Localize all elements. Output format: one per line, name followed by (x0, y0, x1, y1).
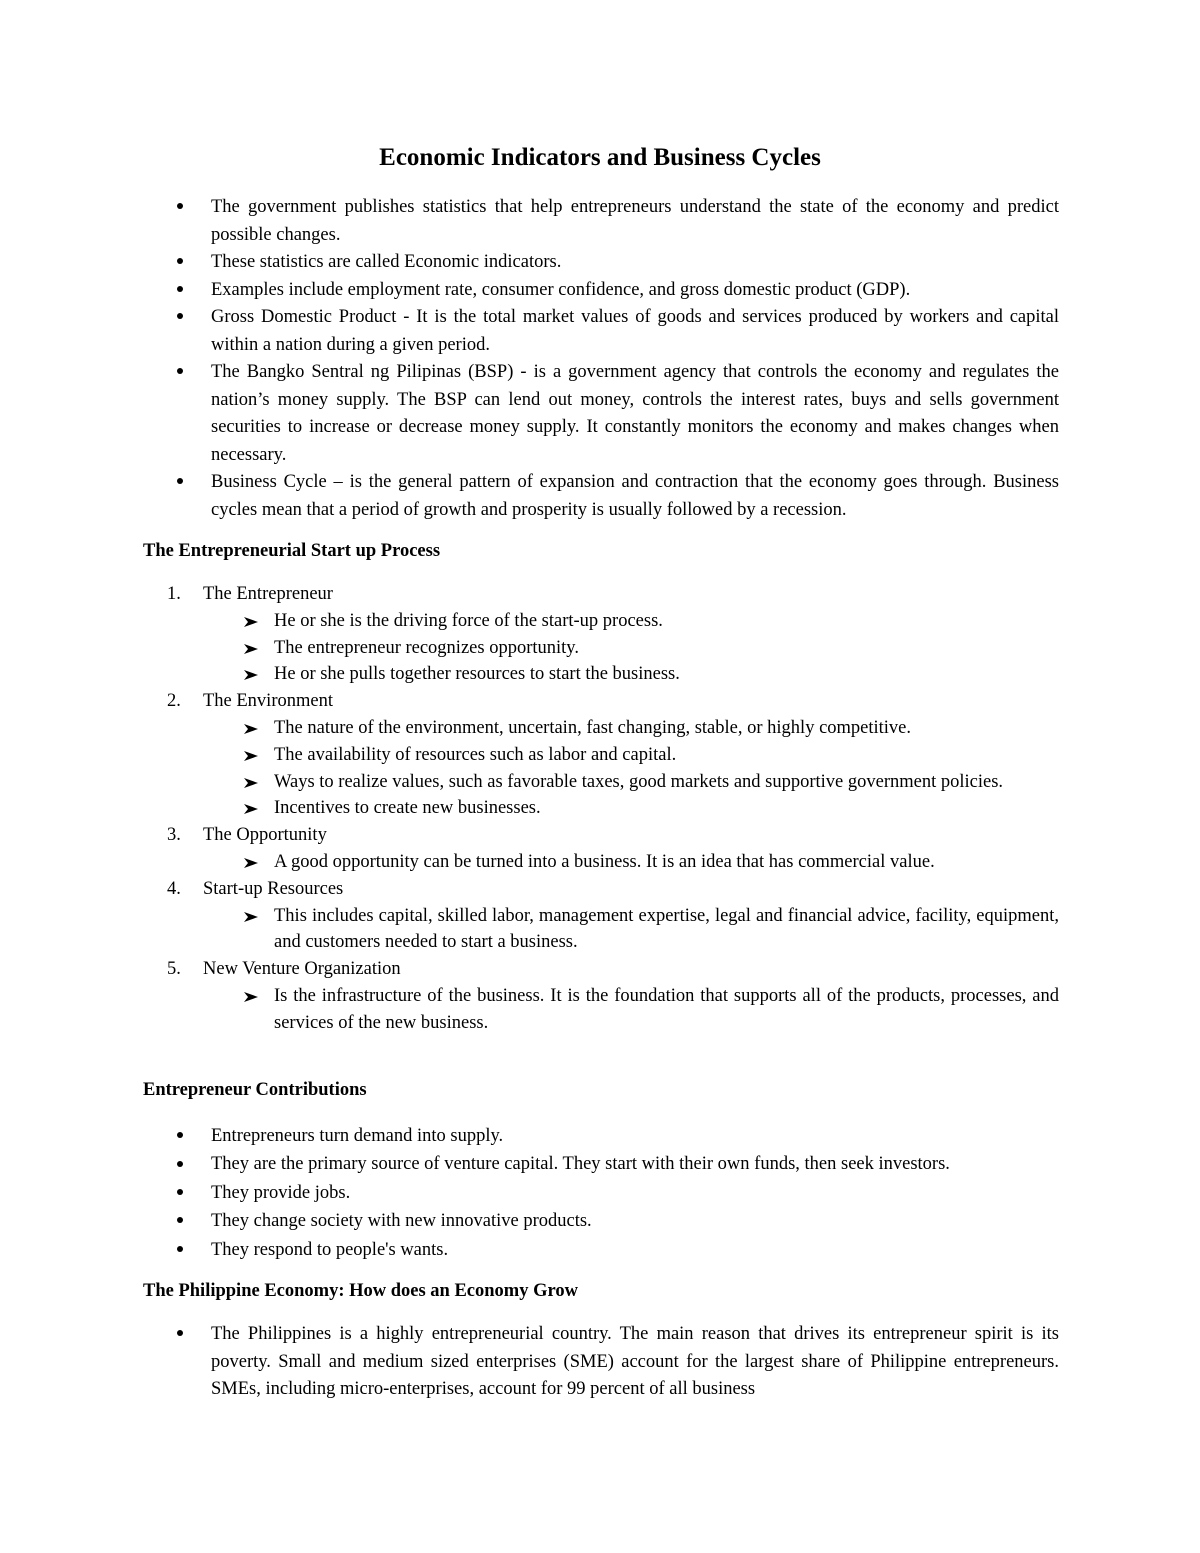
bullet-icon (174, 249, 186, 277)
sub-item-text: Is the infrastructure of the business. It is the foundation that supports all of the products, processes, and services of the new business. (274, 985, 1059, 1033)
sub-list (0, 849, 1200, 876)
bullet-icon (174, 1207, 186, 1235)
list-item-text: Examples include employment rate, consumer confidence, and gross domestic product (GDP). (211, 279, 911, 300)
section-heading-philippine-economy: The Philippine Economy: How does an Economy Grow (143, 1281, 578, 1301)
sub-list (0, 903, 1200, 957)
indicators-bullet-list (0, 194, 1200, 524)
list-item-text: They are the primary source of venture capital. They start with their own funds, then seek investors. (211, 1154, 950, 1175)
arrow-bullet-icon (243, 991, 259, 1003)
numbered-item (0, 822, 1200, 876)
page-title: Economic Indicators and Business Cycles (379, 144, 821, 171)
sub-item (0, 795, 1059, 822)
bullet-icon (174, 304, 186, 332)
item-label: New Venture Organization (203, 959, 401, 980)
item-label: The Environment (203, 691, 333, 712)
arrow-bullet-icon (243, 669, 259, 681)
bullet-icon (174, 469, 186, 497)
list-item-text: They provide jobs. (211, 1182, 351, 1203)
bullet-icon (174, 194, 186, 222)
list-item-text: They change society with new innovative products. (211, 1211, 592, 1232)
list-item (0, 1321, 1059, 1404)
list-item-text: The Philippines is a highly entrepreneurial country. The main reason that drives its entrepreneur spirit is its poverty. Small and medium sized enterprises (SME) account for the largest share of Philippine entrepreneurs. SMEs, including micro-enterprises, account for 99 percent of all business (211, 1324, 1059, 1399)
list-item (0, 194, 1059, 249)
item-number: 4. (167, 878, 181, 899)
arrow-bullet-icon (243, 643, 259, 655)
arrow-bullet-icon (243, 911, 259, 923)
list-item-text: Gross Domestic Product - It is the total market values of goods and services produced by workers and capital within a nation during a given period. (211, 307, 1059, 355)
bullet-icon (174, 1122, 186, 1150)
list-item-text: The government publishes statistics that help entrepreneurs understand the state of the economy and predict possible changes. (211, 197, 1059, 245)
arrow-bullet-icon (243, 857, 259, 869)
list-item-text: The Bangko Sentral ng Pilipinas (BSP) - is a government agency that controls the economy and regulates the nation’s money supply. The BSP can lend out money, controls the interest rates, buys and sells government securities to increase or decrease money supply. It constantly monitors the economy and makes changes when necessary. (211, 362, 1059, 465)
bullet-icon (174, 1150, 186, 1178)
sub-list (0, 983, 1200, 1037)
list-item (0, 1236, 1059, 1264)
item-number: 3. (167, 825, 181, 846)
arrow-bullet-icon (243, 723, 259, 735)
item-number: 2. (167, 691, 181, 712)
item-label: Start-up Resources (203, 878, 344, 899)
section-heading-startup-process: The Entrepreneurial Start up Process (143, 541, 441, 561)
sub-item-text: A good opportunity can be turned into a business. It is an idea that has commercial value. (274, 851, 935, 872)
arrow-bullet-icon (243, 803, 259, 815)
list-item-text: They respond to people's wants. (211, 1239, 449, 1260)
sub-item-text: He or she pulls together resources to start the business. (274, 664, 680, 685)
sub-item (0, 983, 1059, 1037)
item-number: 5. (167, 959, 181, 980)
item-number: 1. (167, 584, 181, 604)
contributions-bullet-list (0, 1122, 1200, 1264)
sub-item (0, 742, 1059, 769)
list-item (0, 1150, 1059, 1178)
arrow-bullet-icon (243, 777, 259, 789)
sub-item-text: This includes capital, skilled labor, management expertise, legal and financial advice, facility, equipment, and customers needed to start a business. (274, 905, 1059, 953)
sub-item-text: Incentives to create new businesses. (274, 798, 541, 819)
bullet-icon (174, 277, 186, 305)
list-item-text: These statistics are called Economic indicators. (211, 252, 562, 272)
sub-item (0, 769, 1059, 796)
arrow-bullet-icon (243, 616, 259, 628)
section-heading-contributions: Entrepreneur Contributions (143, 1080, 367, 1100)
bullet-icon (174, 1236, 186, 1264)
list-item (0, 277, 1059, 305)
sub-item-text: Ways to realize values, such as favorable taxes, good markets and supportive government policies. (274, 771, 1004, 792)
sub-item-text: The availability of resources such as labor and capital. (274, 744, 677, 765)
numbered-item (0, 956, 1200, 1036)
list-item-text: Business Cycle – is the general pattern of expansion and contraction that the economy goes through. Business cycles mean that a period of growth and prosperity is usually followed by a recession. (211, 472, 1059, 520)
bullet-icon (174, 359, 186, 387)
sub-list (0, 608, 1200, 688)
list-item-text: Entrepreneurs turn demand into supply. (211, 1126, 504, 1146)
numbered-item (0, 581, 1200, 688)
economy-bullet-list (0, 1321, 1200, 1404)
sub-item (0, 903, 1059, 957)
numbered-item (0, 688, 1200, 822)
list-item (0, 249, 1059, 277)
bullet-icon (174, 1321, 186, 1349)
list-item (0, 1179, 1059, 1207)
numbered-item (0, 876, 1200, 956)
sub-list (0, 715, 1200, 822)
list-item (0, 469, 1059, 524)
sub-item-text: The entrepreneur recognizes opportunity. (274, 637, 579, 658)
sub-item (0, 849, 1059, 876)
arrow-bullet-icon (243, 750, 259, 762)
sub-item-text: The nature of the environment, uncertain, fast changing, stable, or highly competitive. (274, 717, 912, 738)
sub-item-text: He or she is the driving force of the start-up process. (274, 610, 663, 631)
bullet-icon (174, 1179, 186, 1207)
list-item (0, 359, 1059, 469)
list-item (0, 1207, 1059, 1235)
item-label: The Opportunity (203, 825, 327, 846)
list-item (0, 304, 1059, 359)
sub-item (0, 608, 1059, 635)
startup-process-list (0, 581, 1200, 1037)
sub-item (0, 715, 1059, 742)
sub-item (0, 661, 1059, 688)
item-label: The Entrepreneur (203, 584, 333, 604)
sub-item (0, 635, 1059, 662)
list-item (0, 1122, 1059, 1150)
